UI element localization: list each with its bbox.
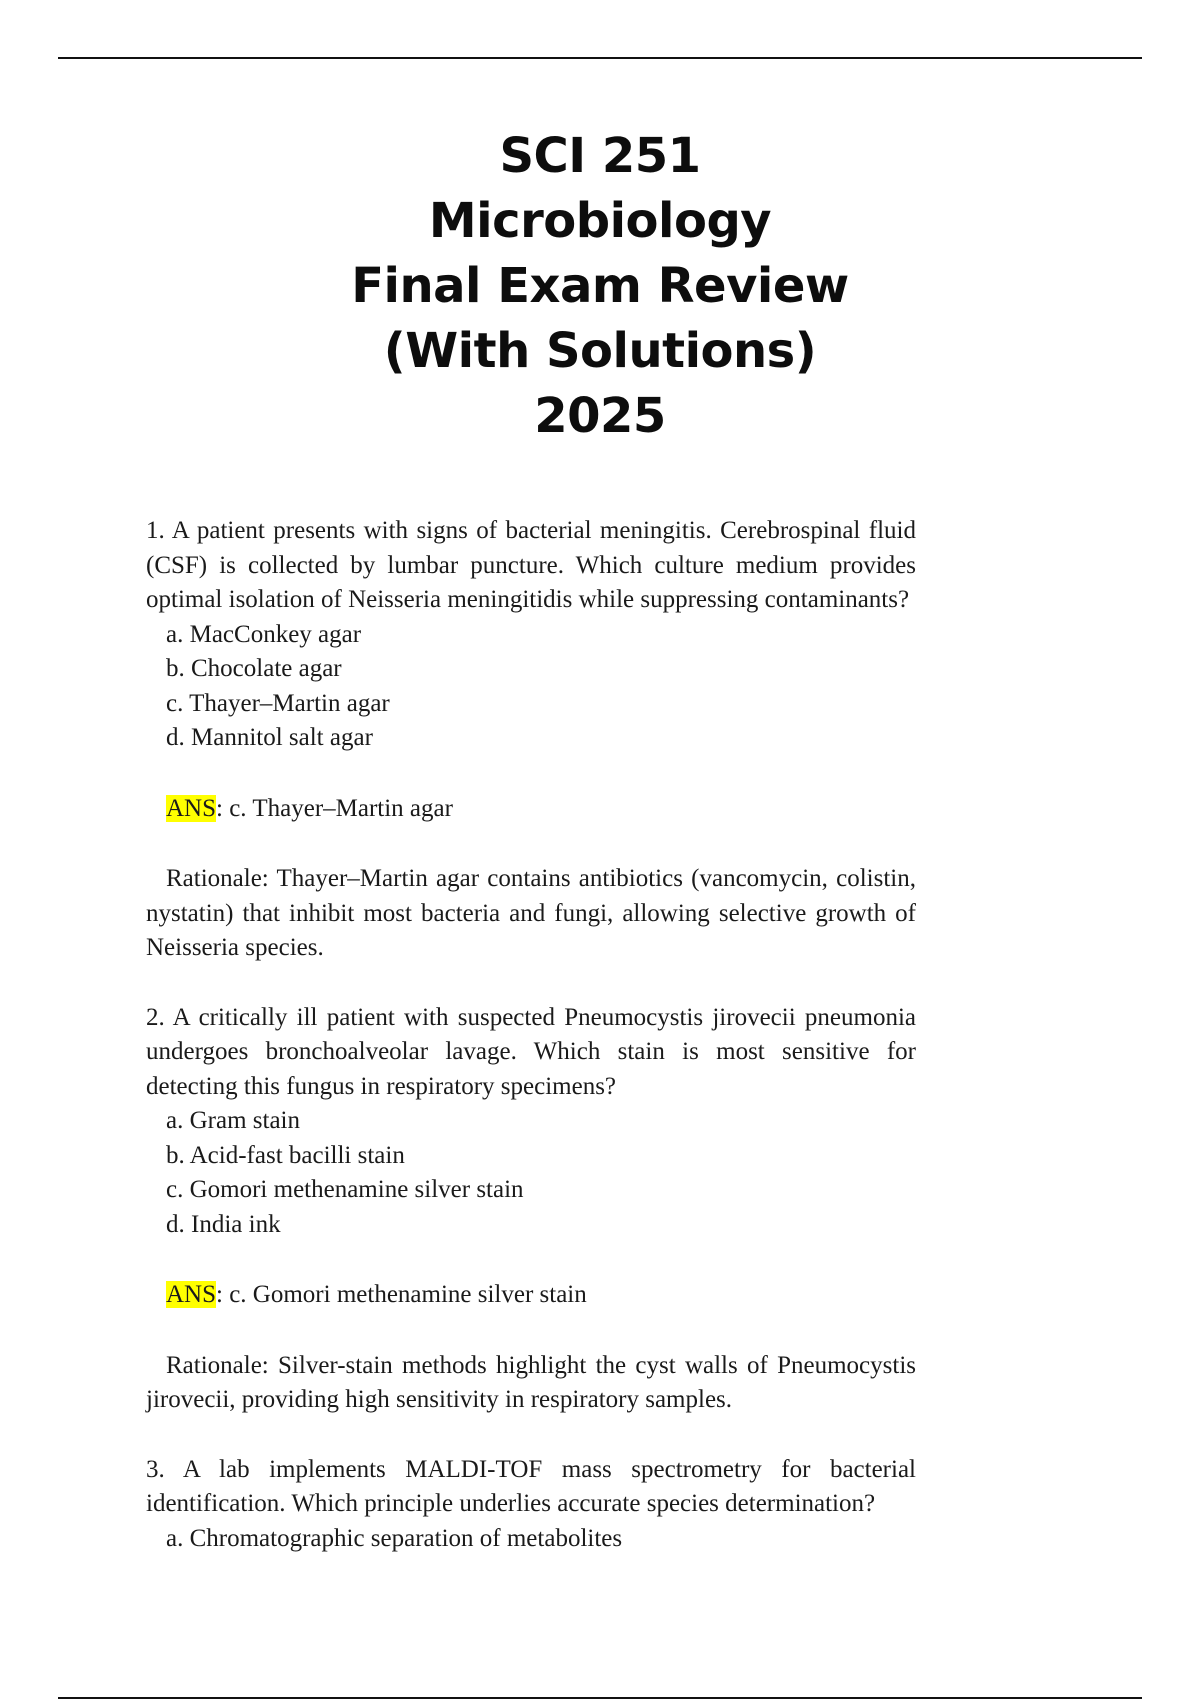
rationale: Rationale: Thayer–Martin agar contains antibiotics (vancomycin, colistin, nystatin) that inhibit most bacteria and fungi, allowing selective growth of Neisseria species. bbox=[146, 865, 916, 961]
option-a: a. Chromatographic separation of metabolites bbox=[166, 1524, 623, 1552]
option-a: a. MacConkey agar bbox=[166, 620, 362, 648]
top-rule bbox=[58, 57, 1142, 59]
question-stem: 3. A lab implements MALDI-TOF mass spectrometry for bacterial identification. Which principle underlies accurate species determination? bbox=[146, 1455, 916, 1517]
ans-highlight-label: ANS bbox=[166, 1281, 217, 1308]
question-stem: 1. A patient presents with signs of bacterial meningitis. Cerebrospinal fluid (CSF) is collected by lumbar puncture. Which culture medium provides optimal isolation of Neisseria meningitidis while suppressing contaminants? bbox=[146, 517, 916, 613]
option-c: c. Gomori methenamine silver stain bbox=[166, 1176, 524, 1203]
answer-text: : c. Gomori methenamine silver stain bbox=[216, 1281, 587, 1308]
title-solutions: (With Solutions) bbox=[383, 323, 817, 379]
question-2 bbox=[146, 1001, 916, 1418]
answer-text: : c. Thayer–Martin agar bbox=[216, 794, 453, 822]
document-title bbox=[0, 124, 1200, 449]
bottom-rule bbox=[58, 1697, 1142, 1699]
option-d: d. India ink bbox=[166, 1210, 281, 1238]
ans-highlight-label: ANS bbox=[166, 794, 217, 822]
answer-options bbox=[146, 618, 916, 756]
option-c: c. Thayer–Martin agar bbox=[166, 689, 390, 717]
answer-options bbox=[146, 1104, 916, 1242]
title-course-code: SCI 251 bbox=[499, 128, 701, 184]
option-d: d. Mannitol salt agar bbox=[166, 724, 373, 751]
title-subject: Microbiology bbox=[428, 193, 772, 249]
option-a: a. Gram stain bbox=[166, 1107, 300, 1134]
question-3 bbox=[146, 1453, 916, 1557]
answer-options bbox=[146, 1522, 916, 1557]
question-1 bbox=[146, 514, 916, 966]
answer-line bbox=[166, 1278, 916, 1313]
answer-line bbox=[166, 792, 916, 827]
exam-content bbox=[146, 514, 916, 1591]
title-year: 2025 bbox=[534, 388, 666, 444]
rationale: Rationale: Silver-stain methods highlight the cyst walls of Pneumocystis jirovecii, providing high sensitivity in respiratory samples. bbox=[146, 1351, 916, 1413]
option-b: b. Acid-fast bacilli stain bbox=[166, 1141, 405, 1169]
question-stem: 2. A critically ill patient with suspected Pneumocystis jirovecii pneumonia undergoes bronchoalveolar lavage. Which stain is most sensitive for detecting this fungus in respiratory specimens? bbox=[146, 1003, 916, 1100]
option-b: b. Chocolate agar bbox=[166, 655, 342, 682]
title-exam: Final Exam Review bbox=[351, 258, 849, 314]
